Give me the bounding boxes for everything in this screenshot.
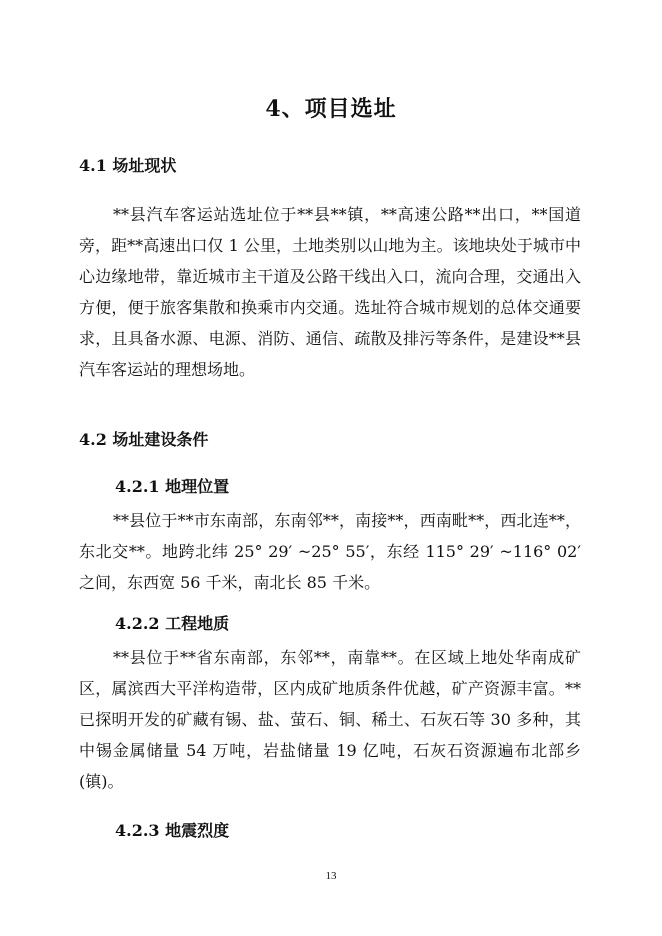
page-number: 13 xyxy=(325,870,337,882)
subsection-heading-4-2-1: 4.2.1 地理位置 xyxy=(115,477,230,496)
chapter-title: 4、项目选址 xyxy=(265,96,397,122)
section-4-1-paragraph: **县汽车客运站选址位于**县**镇，**高速公路**出口，**国道旁，距**高速出口仅 1 公里，土地类别以山地为主。该地块处于城市中心边缘地带，靠近城市主干道及公路干线出入口，流向合理，交通出入方便，便于旅客集散和换乘市内交通。选址符合城市规划的总体交通要求，且具备水源、电源、消防、通信、疏散及排污等条件，是建设**县汽车客运站的理想场地。 xyxy=(79,205,581,379)
section-heading-4-2: 4.2 场址建设条件 xyxy=(79,430,209,449)
subsection-heading-4-2-2: 4.2.2 工程地质 xyxy=(115,614,230,633)
section-heading-4-1: 4.1 场址现状 xyxy=(79,156,177,175)
subsection-heading-4-2-3: 4.2.3 地震烈度 xyxy=(115,821,230,840)
subsection-4-2-2-paragraph: **县位于**省东南部，东邻**，南靠**。在区域上地处华南成矿区，属滨西大平洋构造带，区内成矿地质条件优越，矿产资源丰富。**已探明开发的矿藏有锡、盐、萤石、铜、稀土、石灰石等 30 多种，其中锡金属储量 54 万吨，岩盐储量 19 亿吨，石灰石资源遍布北部乡(镇)。 xyxy=(79,648,581,791)
subsection-4-2-1-paragraph: **县位于**市东南部，东南邻**，南接**，西南毗**，西北连**，东北交**。地跨北纬 25° 29′ ~25° 55′，东经 115° 29′ ~116° 02′ 之间，东西宽 56 千米，南北长 85 千米。 xyxy=(79,511,581,592)
